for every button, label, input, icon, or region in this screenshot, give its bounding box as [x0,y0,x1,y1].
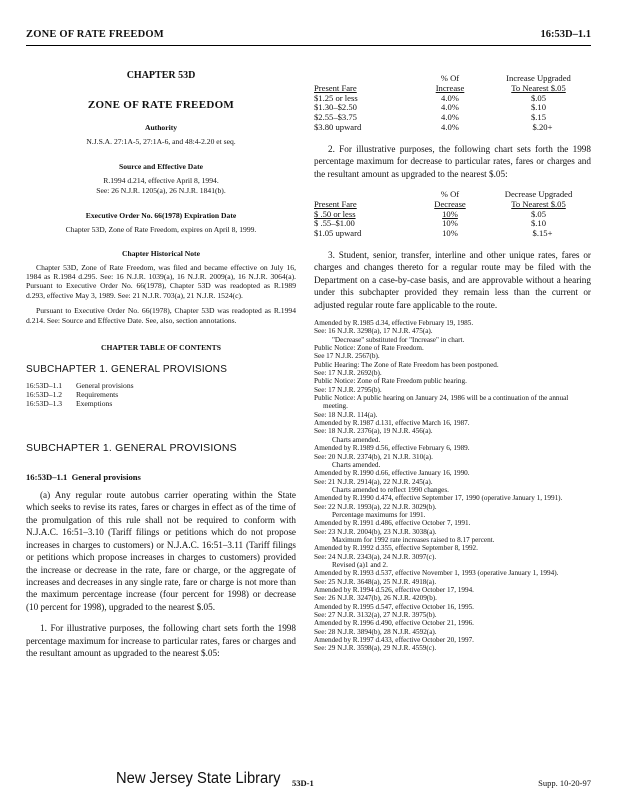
paragraph-3: 3. Student, senior, transfer, interline and other unique rates, fares or charges and changes thereto for a regular route may be filed with the Department on a case-by-case basis, and are approvable without a hearing under this subchapter provided they remain less than the current or adjusted regular route fare applicable to the route. [314,249,591,310]
amendment-note: See: 21 N.J.R. 2914(a), 22 N.J.R. 245(a). [314,477,433,486]
amendment-note: Public Notice: Zone of Rate Freedom public hearing. [314,377,467,386]
amendment-note: See: 20 N.J.R. 2374(b), 21 N.J.R. 310(a). [314,452,433,461]
amendment-note: Revised (a)1 and 2. [332,560,388,569]
table-row: $2.55–$3.75 4.0% $.15 [314,112,547,123]
chapter-title: ZONE OF RATE FREEDOM [87,99,235,111]
table-header: Present Fare [314,82,357,93]
table-row: $ .50 or less 10% $.05 [314,208,547,219]
amendment-note: See: 17 N.J.R. 2795(b). [314,385,382,394]
amendment-note: Amended by R.1994 d.526, effective October 17, 1994. [314,586,474,595]
amendment-note: Amended by R.1995 d.547, effective October 16, 1995. [314,602,474,611]
increase-table [314,74,591,133]
amendment-note: Amended by R.1996 d.490, effective October 21, 1996. [314,619,474,628]
amendment-note: Amended by R.1997 d.433, effective October 20, 1997. [314,636,474,645]
amendment-note: See: 23 N.J.R. 2004(b), 23 N.J.R. 3038(a). [314,527,437,536]
header-section-number: 16:53D–1.1 [540,29,591,40]
amendment-note: Amended by R.1987 d.131, effective March 16, 1987. [314,419,470,428]
running-header [26,29,591,46]
table-row: $3.80 upward 4.0% $.20+ [314,121,553,132]
source-heading: Source and Effective Date [118,162,203,172]
toc-heading: CHAPTER TABLE OF CONTENTS [101,343,221,353]
section-title: General provisions [71,472,141,483]
chapter-number: CHAPTER 53D [126,70,196,81]
amendment-note: Charts amended. [332,435,381,444]
table-header: Decrease Upgraded To Nearest $.05 [504,189,573,209]
table-row: $ .55–$1.00 10% $.10 [314,218,547,229]
amendment-note: See 17 N.J.R. 2567(b). [314,352,380,361]
amendment-note: Public Notice: Zone of Rate Freedom. [314,344,424,353]
amendment-note: See: 17 N.J.R. 2692(b). [314,369,382,378]
authority-text: N.J.S.A. 27:1A-5, 27:1A-6, and 48:4-2.20 et seq. [86,137,236,146]
section-heading [26,472,296,482]
expiration-text: Chapter 53D, Zone of Rate Freedom, expires on April 8, 1999. [65,225,257,235]
amendment-note: Amended by R.1993 d.537, effective November 1, 1993 (operative January 1, 1994). [314,569,559,578]
amendment-note: See: 18 N.J.R. 2376(a), 19 N.J.R. 456(a). [314,427,433,436]
authority-heading: Authority [144,123,178,132]
amendment-note: Charts amended. [332,460,381,469]
table-header: Present Fare [314,198,357,209]
amendment-note: Amended by R.1989 d.56, effective February 6, 1989. [314,444,470,453]
amendment-note: Amended by R.1985 d.34, effective February 19, 1985. [314,319,474,328]
paragraph-2: 2. For illustrative purposes, the following chart sets forth the 1998 percentage maximum for decrease to particular rates, fares or charges and the resultant amount as upgraded to the nearest $.05: [314,143,591,179]
table-header: % Of Decrease [434,189,466,209]
supplement-date: Supp. 10-20-97 [538,778,591,788]
history-paragraph-1: Chapter 53D, Zone of Rate Freedom, was filed and became effective on July 16, 1984 as R.1984 d.295. See: 16 N.J.R. 1039(a), 16 N.J.R. 2009(a), 16 N.J.R. 3064(a). Pursuant to Executive Order No. 66(1978), Chapter 53D was readopted as R.1989 d.293, effective May 3, 1989. See: 21 N.J.R. 703(a), 21 N.J.R. 1524(c). [26,262,296,300]
toc-subchapter: SUBCHAPTER 1. GENERAL PROVISIONS [26,364,228,376]
table-header: Increase Upgraded To Nearest $.05 [506,73,571,93]
amendment-note: See: 18 N.J.R. 114(a). [314,410,378,419]
amendment-note: Percentage maximums for 1991. [332,510,426,519]
toc-item[interactable]: 16:53D–1.2 Requirements [26,390,119,400]
amendment-note: See: 24 N.J.R. 2343(a), 24 N.J.R. 3097(c). [314,552,437,561]
source-text: R.1994 d.214, effective April 8, 1994. See: 26 N.J.R. 1205(a), 26 N.J.R. 1841(b). [96,176,226,195]
history-heading: Chapter Historical Note [122,248,200,258]
amendment-note: Public Notice: A public hearing on January 24, 1986 will be a continuation of the annual meeting. [314,394,569,411]
amendment-note: Amended by R.1990 d.474, effective September 17, 1990 (operative January 1, 1991). [314,494,563,503]
amendment-note: "Decrease" substituted for "Increase" in chart. [332,335,465,344]
toc-item[interactable]: 16:53D–1.1 General provisions [26,381,134,391]
amendment-note: See: 27 N.J.R. 3132(a), 27 N.J.R. 3975(b). [314,611,437,620]
amendment-note: See: 29 N.J.R. 3598(a), 29 N.J.R. 4559(c). [314,644,437,653]
left-column [26,62,296,659]
amendment-note: Amended by R.1991 d.486, effective October 7, 1991. [314,519,471,528]
amendment-note: See: 26 N.J.R. 3247(b), 26 N.J.R. 4209(b). [314,594,437,603]
toc-list [26,381,296,408]
amendment-note: Maximum for 1992 rate increases raised to 8.17 percent. [332,535,495,544]
amendment-note: Amended by R.1990 d.66, effective January 16, 1990. [314,469,470,478]
amendment-note: See: 25 N.J.R. 3648(a), 25 N.J.R. 4918(a). [314,577,437,586]
page-number: 53D-1 [292,778,314,788]
toc-item[interactable]: 16:53D–1.3 Exemptions [26,399,113,409]
history-notes [314,319,591,653]
section-number: 16:53D–1.1 [26,472,68,483]
amendment-note: See: 28 N.J.R. 3894(b), 28 N.J.R. 4592(a). [314,627,437,636]
history-paragraph-2: Pursuant to Executive Order No. 66(1978), Chapter 53D was readopted as R.1994 d.214. See: Source and Effective Date. See, also, section annotations. [26,306,296,325]
amendment-note: See: 22 N.J.R. 1993(a), 22 N.J.R. 3029(b). [314,502,437,511]
expiration-heading: Executive Order No. 66(1978) Expiration Date [85,211,237,221]
table-row: $1.30–$2.50 4.0% $.10 [314,102,547,113]
decrease-table [314,190,591,239]
table-header: % Of Increase [435,73,465,93]
paragraph-1: 1. For illustrative purposes, the following chart sets forth the 1998 percentage maximum for increase to particular rates, fares or charges and the resultant amount as upgraded to the nearest $.05: [26,623,296,658]
amendment-note: Charts amended to reflect 1990 changes. [332,485,449,494]
subchapter-title: SUBCHAPTER 1. GENERAL PROVISIONS [26,442,237,455]
library-watermark: New Jersey State Library [116,770,281,787]
paragraph-a: (a) Any regular route autobus carrier operating within the State which seeks to revise its rates, fares or charges in effect as of the time of the promulgation of this rule shall not be required to conform with N.J.A.C. 16:51–3.10 (Tariff filings or petitions which do not propose increases in charges to customers) or N.J.A.C. 16:51–3.11 (Tariff filings or petitions which propose increases in charges to customers) provided the increase or decrease in the rate, fare or charge, or the aggregate of increases and decreases in any single rate, fare or charge is not more than the maximum percentage increase (four percent for 1998) or decrease (10 percent for 1998), upgraded to the nearest $.05. [26,490,296,612]
amendment-note: Public Hearing: The Zone of Rate Freedom has been postponed. [314,360,499,369]
header-title: ZONE OF RATE FREEDOM [26,29,164,40]
amendment-note: See: 16 N.J.R. 3298(a), 17 N.J.R. 475(a). [314,327,433,336]
table-row: $1.25 or less 4.0% $.05 [314,92,547,103]
right-column [314,74,591,653]
table-row: $1.05 upward 10% $.15+ [314,228,553,239]
amendment-note: Amended by R.1992 d.355, effective September 8, 1992. [314,544,478,553]
